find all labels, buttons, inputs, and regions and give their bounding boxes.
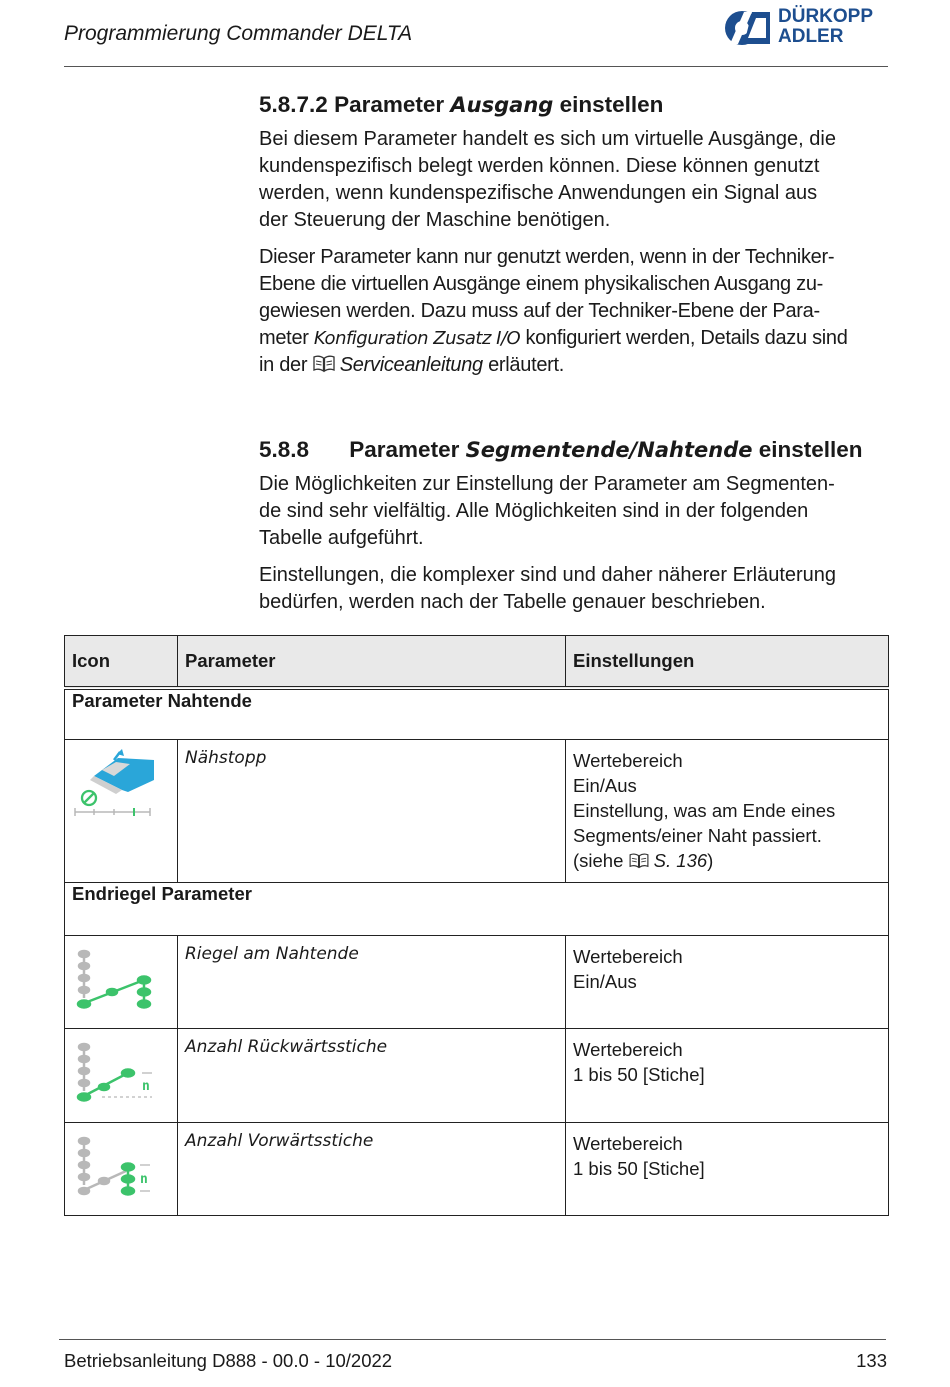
n-glyph: n bbox=[140, 1172, 148, 1187]
text-line: Dieser Parameter kann nur genutzt werden, wenn in der Techniker- bbox=[259, 246, 835, 268]
icon-cell bbox=[65, 1123, 178, 1216]
settings-cell bbox=[566, 1029, 889, 1123]
section-number: 5.8.8 bbox=[259, 437, 310, 462]
parameter-anzahl-vorwaertsstiche: Anzahl Vorwärtsstiche bbox=[178, 1123, 566, 1216]
n-glyph: n bbox=[142, 1079, 150, 1094]
text-line: erläutert. bbox=[488, 354, 565, 376]
text-line: Bei diesem Parameter handelt es sich um virtuelle Ausgänge, die bbox=[259, 128, 836, 150]
table-row bbox=[65, 1029, 889, 1123]
parameter-anzahl-rueckwaertsstiche: Anzahl Rückwärtsstiche bbox=[178, 1029, 566, 1123]
heading-word: einstellen bbox=[559, 92, 664, 117]
parameter-table bbox=[64, 635, 889, 1216]
heading-word: einstellen bbox=[758, 437, 863, 462]
footer-document-id: Betriebsanleitung D888 - 00.0 - 10/2022 bbox=[64, 1350, 393, 1371]
settings-line: Wertebereich bbox=[573, 1133, 683, 1154]
logo-line-1: DÜRKOPP bbox=[778, 6, 874, 27]
paragraph-segmentende-1 bbox=[259, 471, 891, 552]
section-heading-segmentende bbox=[259, 437, 891, 463]
book-icon bbox=[313, 355, 335, 373]
group-label-endriegel: Endriegel Parameter bbox=[65, 883, 889, 936]
heading-word: Parameter bbox=[334, 92, 445, 117]
page-number: 133 bbox=[856, 1350, 887, 1371]
table-header-row bbox=[65, 636, 889, 689]
running-header: Programmierung Commander DELTA bbox=[64, 22, 413, 45]
durkopp-adler-logo bbox=[722, 6, 890, 50]
settings-line: Ein/Aus bbox=[573, 971, 637, 992]
text-line: werden, wenn kundenspezifische Anwendungen ein Signal aus bbox=[259, 182, 818, 204]
pedal-stop-icon bbox=[72, 746, 156, 816]
settings-line: Wertebereich bbox=[573, 750, 683, 771]
page-link[interactable]: S. 136 bbox=[653, 850, 708, 871]
table-row bbox=[65, 936, 889, 1029]
icon-cell bbox=[65, 740, 178, 883]
parameter-riegel-am-nahtende: Riegel am Nahtende bbox=[178, 936, 566, 1029]
logo-mark-icon bbox=[722, 6, 774, 50]
header-rule bbox=[64, 66, 888, 67]
footer-rule bbox=[59, 1339, 886, 1340]
icon-cell bbox=[65, 936, 178, 1029]
settings-cell bbox=[566, 740, 889, 883]
section-heading-ausgang bbox=[259, 92, 891, 118]
settings-line: Ein/Aus bbox=[573, 775, 637, 796]
table-group-row bbox=[65, 883, 889, 936]
section-number: 5.8.7.2 bbox=[259, 92, 328, 117]
paragraph-segmentende-2 bbox=[259, 562, 891, 616]
ref-text: (siehe bbox=[573, 850, 624, 871]
section-segmentende bbox=[259, 437, 891, 616]
logo-line-2: ADLER bbox=[778, 26, 844, 47]
icon-cell bbox=[65, 1029, 178, 1123]
book-icon bbox=[629, 853, 649, 869]
table-row bbox=[65, 1123, 889, 1216]
settings-line: Wertebereich bbox=[573, 946, 683, 967]
section-ausgang bbox=[259, 92, 891, 379]
backward-stitches-icon bbox=[72, 1035, 156, 1107]
text-line: bedürfen, werden nach der Tabelle genauer beschrieben. bbox=[259, 591, 766, 613]
table-group-row bbox=[65, 688, 889, 740]
settings-line: 1 bis 50 [Stiche] bbox=[573, 1158, 705, 1179]
document-reference: Serviceanleitung bbox=[339, 354, 483, 376]
text-line: de sind sehr vielfältig. Alle Möglichkeiten sind in der folgenden bbox=[259, 500, 809, 522]
header-parameter: Parameter bbox=[178, 636, 566, 689]
text-line: Tabelle aufgeführt. bbox=[259, 527, 424, 549]
table-row bbox=[65, 740, 889, 883]
forward-stitches-icon bbox=[72, 1129, 156, 1201]
text-line: Einstellungen, die komplexer sind und daher näherer Erläuterung bbox=[259, 564, 837, 586]
text-line: meter bbox=[259, 327, 309, 349]
settings-cell bbox=[566, 1123, 889, 1216]
text-line: konfiguriert werden, Details dazu sind bbox=[525, 327, 848, 349]
text-line: Die Möglichkeiten zur Einstellung der Parameter am Segmenten- bbox=[259, 473, 835, 495]
heading-word: Parameter bbox=[349, 437, 460, 462]
text-line: gewiesen werden. Dazu muss auf der Techniker-Ebene der Para- bbox=[259, 300, 820, 322]
text-line: Ebene die virtuellen Ausgänge einem physikalischen Ausgang zu- bbox=[259, 273, 824, 295]
parameter-naehstopp: Nähstopp bbox=[178, 740, 566, 883]
text-line: kundenspezifisch belegt werden können. Diese können genutzt bbox=[259, 155, 820, 177]
heading-italic: Ausgang bbox=[450, 93, 554, 117]
settings-line: Wertebereich bbox=[573, 1039, 683, 1060]
paragraph-ausgang-2 bbox=[259, 244, 891, 379]
end-tack-icon bbox=[72, 942, 156, 1014]
parameter-reference: Konfiguration Zusatz I/O bbox=[313, 328, 521, 349]
paragraph-ausgang-1 bbox=[259, 126, 891, 234]
page-reference bbox=[573, 848, 881, 873]
header-icon: Icon bbox=[65, 636, 178, 689]
header-einstellungen: Einstellungen bbox=[566, 636, 889, 689]
group-label-nahtende: Parameter Nahtende bbox=[65, 688, 889, 740]
settings-line: Einstellung, was am Ende eines bbox=[573, 800, 836, 821]
settings-line: Segments/einer Naht passiert. bbox=[573, 825, 822, 846]
text-line: in der bbox=[259, 354, 308, 376]
settings-cell bbox=[566, 936, 889, 1029]
settings-line: 1 bis 50 [Stiche] bbox=[573, 1064, 705, 1085]
heading-italic: Segmentende/Nahtende bbox=[465, 438, 753, 462]
ref-text: ) bbox=[707, 850, 714, 871]
text-line: der Steuerung der Maschine benötigen. bbox=[259, 209, 611, 231]
